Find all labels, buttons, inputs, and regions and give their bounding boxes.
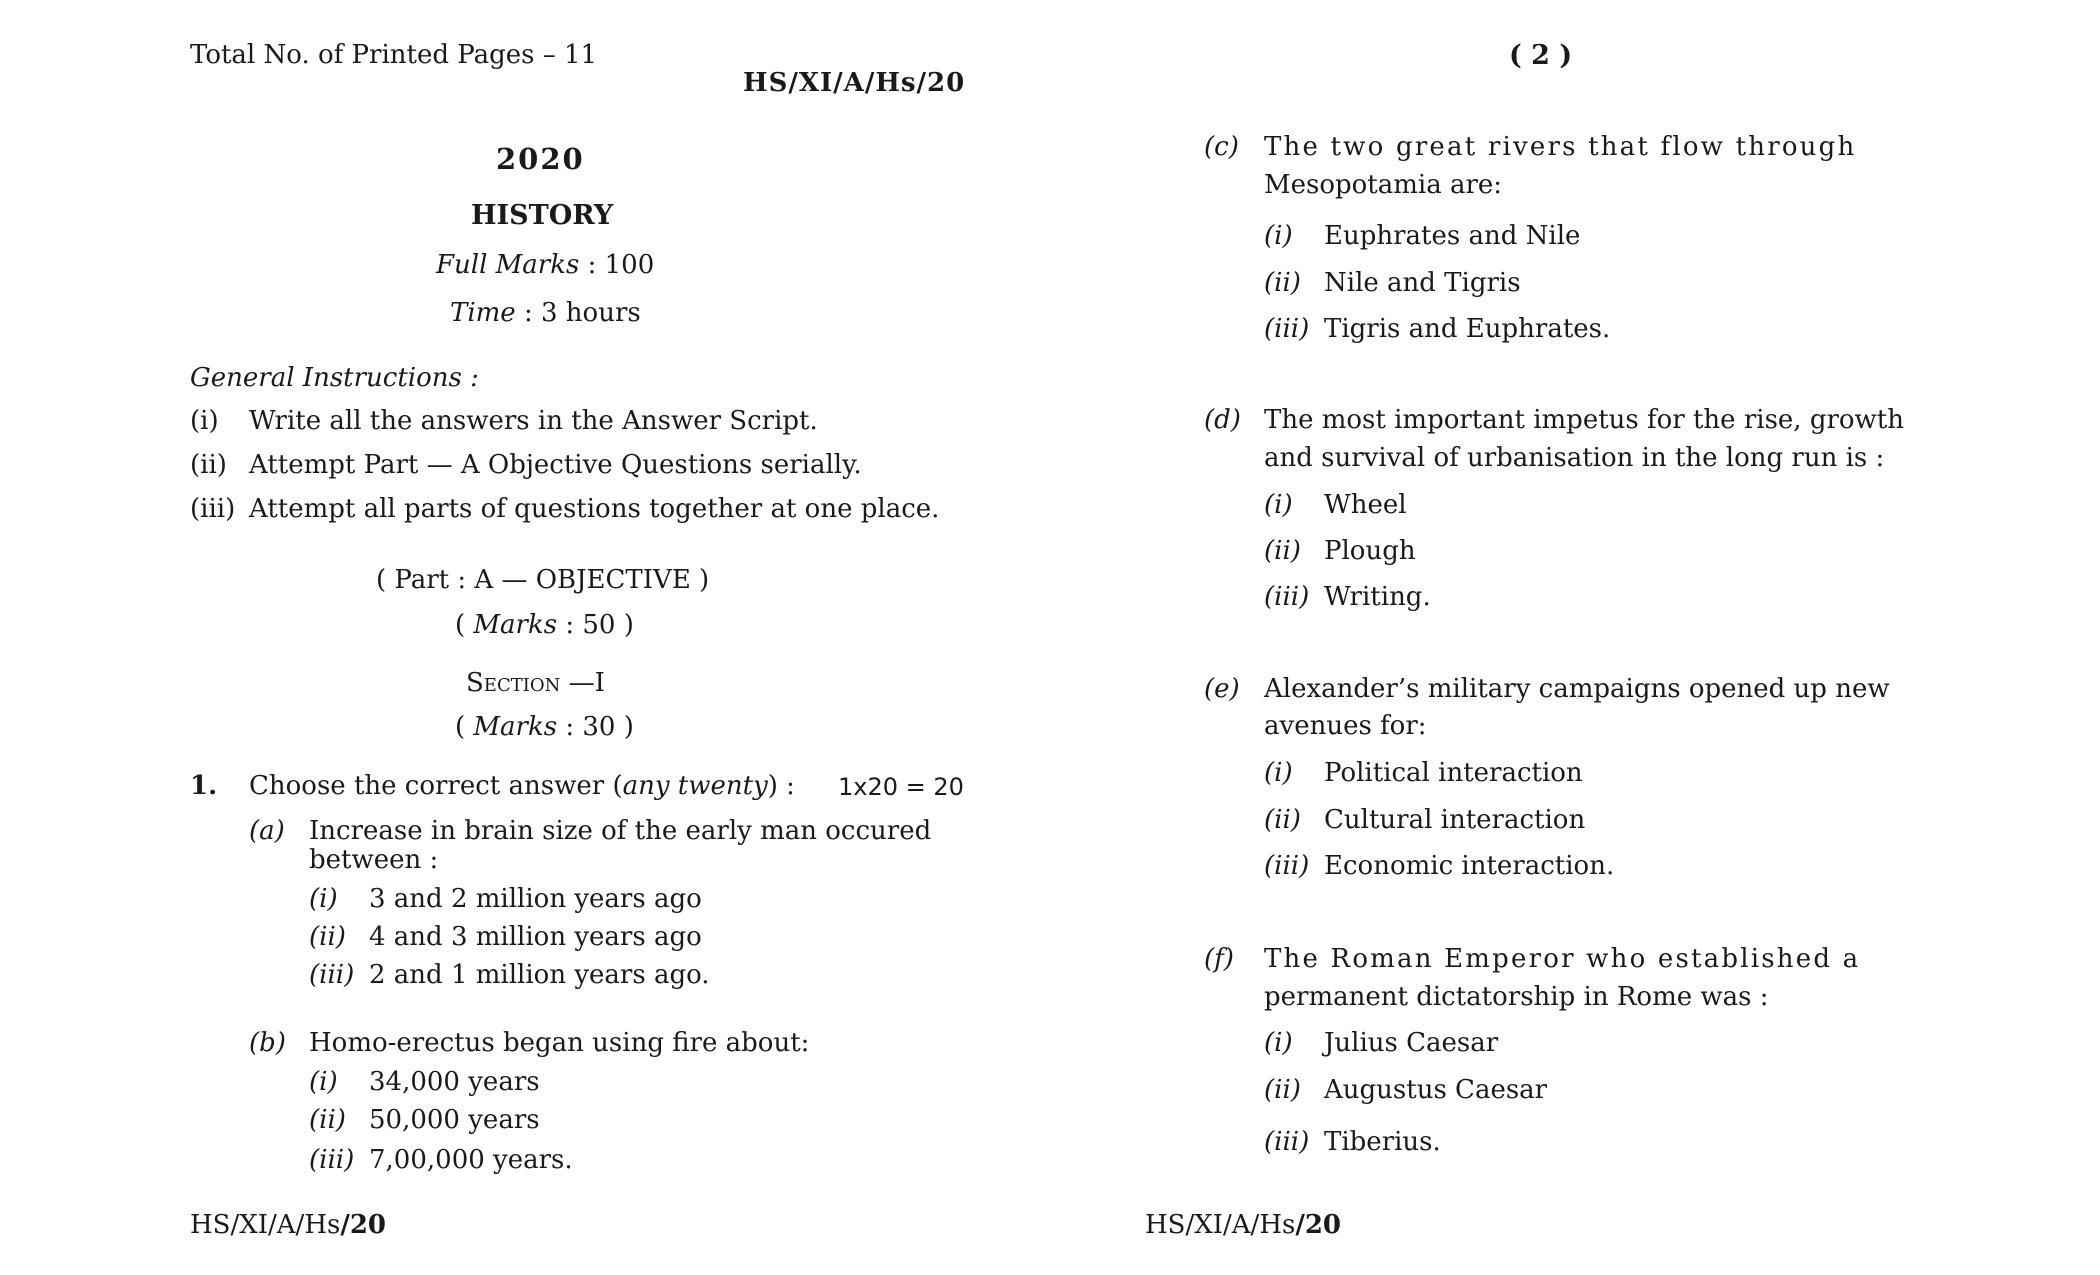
option-num: (iii) [1264, 582, 1310, 612]
option-num: (ii) [309, 922, 346, 952]
instruction-text: Write all the answers in the Answer Script. [249, 406, 818, 436]
footer-code [1145, 1210, 1341, 1240]
option-text: Economic interaction. [1324, 851, 1615, 881]
page-number: ( 2 ) [1509, 40, 1573, 71]
q1-text-italic: any twenty [622, 771, 768, 801]
section-marks-open: ( [455, 712, 474, 742]
subquestion-label: (e) [1204, 674, 1240, 704]
section-heading: Section —I [466, 668, 605, 698]
part-marks-label: Marks [473, 610, 558, 640]
subquestion-text: The most important impetus for the rise, growth [1264, 405, 1904, 435]
footer-code-plain: HS/XI/A/Hs [1145, 1210, 1296, 1240]
subquestion-text: Increase in brain size of the early man occured [309, 816, 932, 846]
section-marks-value: : 30 ) [565, 712, 634, 742]
subquestion-label: (c) [1204, 132, 1239, 162]
option-text: Writing. [1324, 582, 1431, 612]
footer-code-plain: HS/XI/A/Hs [190, 1210, 341, 1240]
option-text: 50,000 years [369, 1105, 540, 1135]
footer-code-bold: /20 [340, 1210, 387, 1240]
question-1-text [249, 771, 795, 801]
option-text: 34,000 years [369, 1067, 540, 1097]
option-text: Wheel [1324, 490, 1407, 520]
option-num: (i) [1264, 1028, 1293, 1058]
question-1-marks: 1x20 = 20 [838, 773, 964, 801]
option-num: (iii) [1264, 851, 1310, 881]
option-num: (iii) [309, 960, 355, 990]
option-num: (ii) [1264, 536, 1301, 566]
instructions-heading: General Instructions : [190, 363, 479, 393]
option-num: (i) [1264, 758, 1293, 788]
subquestion-text: Homo-erectus began using fire about: [309, 1028, 810, 1058]
subquestion-text: The Roman Emperor who established a [1264, 944, 1861, 974]
option-num: (iii) [1264, 314, 1310, 344]
full-marks [436, 250, 654, 280]
option-num: (i) [309, 1067, 338, 1097]
option-text: Julius Caesar [1324, 1028, 1499, 1058]
subquestion-text: between : [309, 845, 439, 875]
section-marks [455, 712, 634, 742]
option-num: (ii) [1264, 1075, 1301, 1105]
subquestion-text: Mesopotamia are: [1264, 170, 1503, 200]
option-num: (iii) [309, 1145, 355, 1175]
section-marks-label: Marks [473, 712, 558, 742]
subject-title: HISTORY [471, 200, 614, 231]
subquestion-text: permanent dictatorship in Rome was : [1264, 982, 1769, 1012]
footer-code [190, 1210, 386, 1240]
footer-code-bold: /20 [1295, 1210, 1342, 1240]
exam-year: 2020 [496, 142, 585, 176]
instruction-num: (ii) [190, 450, 227, 480]
time-allowed [450, 298, 641, 328]
subquestion-text: The two great rivers that flow through [1264, 132, 1857, 162]
paper-code: HS/XI/A/Hs/20 [743, 68, 966, 98]
instruction-num: (iii) [190, 494, 236, 524]
question-number: 1. [190, 771, 218, 801]
subquestion-text: avenues for: [1264, 711, 1427, 741]
option-num: (ii) [1264, 268, 1301, 298]
option-text: Cultural interaction [1324, 805, 1586, 835]
option-text: Nile and Tigris [1324, 268, 1521, 298]
instruction-text: Attempt Part — A Objective Questions serially. [249, 450, 862, 480]
subquestion-text: and survival of urbanisation in the long run is : [1264, 443, 1885, 473]
subquestion-label: (b) [249, 1028, 286, 1058]
instruction-text: Attempt all parts of questions together at one place. [249, 494, 940, 524]
option-text: Tiberius. [1324, 1127, 1441, 1157]
option-text: Political interaction [1324, 758, 1583, 788]
time-value: : 3 hours [523, 298, 641, 328]
option-num: (iii) [1264, 1127, 1310, 1157]
option-num: (ii) [309, 1105, 346, 1135]
option-text: 2 and 1 million years ago. [369, 960, 710, 990]
option-num: (i) [1264, 221, 1293, 251]
option-text: Augustus Caesar [1324, 1075, 1548, 1105]
q1-text-before: Choose the correct answer ( [249, 771, 623, 801]
full-marks-label: Full Marks [436, 250, 580, 280]
option-num: (i) [1264, 490, 1293, 520]
subquestion-label: (a) [249, 816, 285, 846]
option-text: Euphrates and Nile [1324, 221, 1581, 251]
subquestion-label: (f) [1204, 944, 1234, 974]
printed-pages-note: Total No. of Printed Pages – 11 [190, 40, 598, 70]
time-label: Time [450, 298, 516, 328]
part-marks-value: : 50 ) [565, 610, 634, 640]
subquestion-label: (d) [1204, 405, 1241, 435]
option-num: (i) [309, 884, 338, 914]
full-marks-value: : 100 [587, 250, 655, 280]
instruction-num: (i) [190, 406, 219, 436]
option-text: 3 and 2 million years ago [369, 884, 702, 914]
option-text: Plough [1324, 536, 1416, 566]
option-num: (ii) [1264, 805, 1301, 835]
option-text: Tigris and Euphrates. [1324, 314, 1611, 344]
q1-text-after: ) : [767, 771, 795, 801]
option-text: 4 and 3 million years ago [369, 922, 702, 952]
option-text: 7,00,000 years. [369, 1145, 573, 1175]
subquestion-text: Alexander’s military campaigns opened up new [1264, 674, 1890, 704]
part-marks-open: ( [455, 610, 474, 640]
part-marks [455, 610, 634, 640]
part-heading: ( Part : A — OBJECTIVE ) [376, 565, 710, 595]
